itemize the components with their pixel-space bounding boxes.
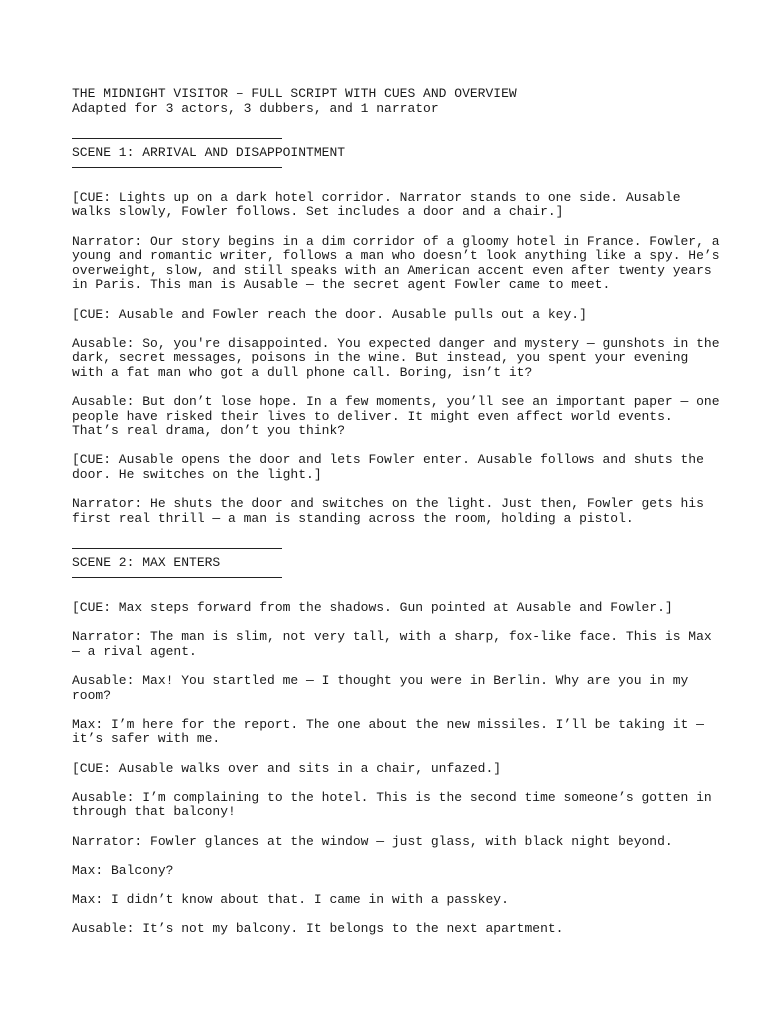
script-line: Ausable: But don’t lose hope. In a few moments, you’ll see an important paper — one xyxy=(72,394,720,410)
script-line: in Paris. This man is Ausable — the secret agent Fowler came to meet. xyxy=(72,277,611,293)
script-line: [CUE: Ausable walks over and sits in a chair, unfazed.] xyxy=(72,760,502,776)
script-line: That’s real drama, don’t you think? xyxy=(72,423,346,439)
script-line: Narrator: He shuts the door and switches on the light. Just then, Fowler gets his xyxy=(72,496,704,512)
script-line: Narrator: The man is slim, not very tall, with a sharp, fox-like face. This is Max xyxy=(72,629,712,645)
script-line: with a fat man who got a dull phone call. Boring, isn’t it? xyxy=(72,364,533,380)
script-paragraph xyxy=(72,601,712,616)
script-line: Narrator: Our story begins in a dim corridor of a gloomy hotel in France. Fowler, a xyxy=(72,233,720,249)
script-line: [CUE: Ausable and Fowler reach the door. Ausable pulls out a key.] xyxy=(72,306,587,322)
script-paragraph xyxy=(72,835,712,850)
script-line: Max: I didn’t know about that. I came in with a passkey. xyxy=(72,891,509,907)
script-line: first real thrill — a man is standing across the room, holding a pistol. xyxy=(72,510,634,526)
script-paragraph xyxy=(72,630,712,659)
divider xyxy=(72,167,282,168)
script-paragraph xyxy=(72,191,712,220)
script-line: people have risked their lives to deliver. It might even affect world events. xyxy=(72,408,673,424)
script-line: [CUE: Lights up on a dark hotel corridor. Narrator stands to one side. Ausable xyxy=(72,189,681,205)
script-line: overweight, slow, and still speaks with an American accent even after twenty years xyxy=(72,262,712,278)
script-line: Ausable: So, you're disappointed. You expected danger and mystery — gunshots in the xyxy=(72,335,720,351)
script-line: Narrator: Fowler glances at the window — just glass, with black night beyond. xyxy=(72,833,673,849)
scene-1-body xyxy=(72,189,720,527)
script-paragraph xyxy=(72,308,712,323)
script-page xyxy=(72,86,720,951)
script-paragraph xyxy=(72,233,720,293)
document-title: THE MIDNIGHT VISITOR – FULL SCRIPT WITH CUES AND OVERVIEW xyxy=(72,86,517,101)
script-line: Ausable: I’m complaining to the hotel. This is the second time someone’s gotten in xyxy=(72,789,712,805)
divider xyxy=(72,138,282,139)
script-paragraph xyxy=(72,335,720,381)
script-paragraph xyxy=(72,453,712,482)
script-line: dark, secret messages, poisons in the wine. But instead, you spent your evening xyxy=(72,350,689,366)
script-line: [CUE: Max steps forward from the shadows. Gun pointed at Ausable and Fowler.] xyxy=(72,600,673,616)
script-paragraph xyxy=(72,864,712,879)
script-line: Ausable: It’s not my balcony. It belongs to the next apartment. xyxy=(72,921,564,937)
script-line: door. He switches on the light.] xyxy=(72,467,322,483)
scene-1-heading: SCENE 1: ARRIVAL AND DISAPPOINTMENT xyxy=(72,145,346,161)
script-line: Ausable: Max! You startled me — I thought you were in Berlin. Why are you in my xyxy=(72,673,689,688)
script-line: young and romantic writer, follows a man who doesn’t look anything like a spy. He’s xyxy=(72,248,720,264)
script-paragraph xyxy=(72,791,712,820)
script-line: it’s safer with me. xyxy=(72,731,221,747)
script-line: through that balcony! xyxy=(72,804,236,820)
script-line: [CUE: Ausable opens the door and lets Fowler enter. Ausable follows and shuts the xyxy=(72,452,704,468)
script-line: Max: I’m here for the report. The one about the new missiles. I’ll be taking it — xyxy=(72,716,704,732)
divider xyxy=(72,577,282,578)
scene-2-heading: SCENE 2: MAX ENTERS xyxy=(72,555,221,571)
script-line: room? xyxy=(72,687,112,703)
script-paragraph xyxy=(72,922,712,937)
divider xyxy=(72,548,282,549)
script-line: Max: Balcony? xyxy=(72,862,174,878)
document-subtitle: Adapted for 3 actors, 3 dubbers, and 1 narrator xyxy=(72,100,439,116)
script-paragraph xyxy=(72,718,712,747)
script-paragraph xyxy=(72,762,712,777)
scene-2-body xyxy=(72,601,712,937)
script-paragraph xyxy=(72,893,712,908)
script-paragraph xyxy=(72,497,712,526)
script-line: walks slowly, Fowler follows. Set includes a door and a chair.] xyxy=(72,204,564,220)
script-line: — a rival agent. xyxy=(72,643,197,659)
script-paragraph xyxy=(72,674,712,703)
script-paragraph xyxy=(72,394,720,439)
